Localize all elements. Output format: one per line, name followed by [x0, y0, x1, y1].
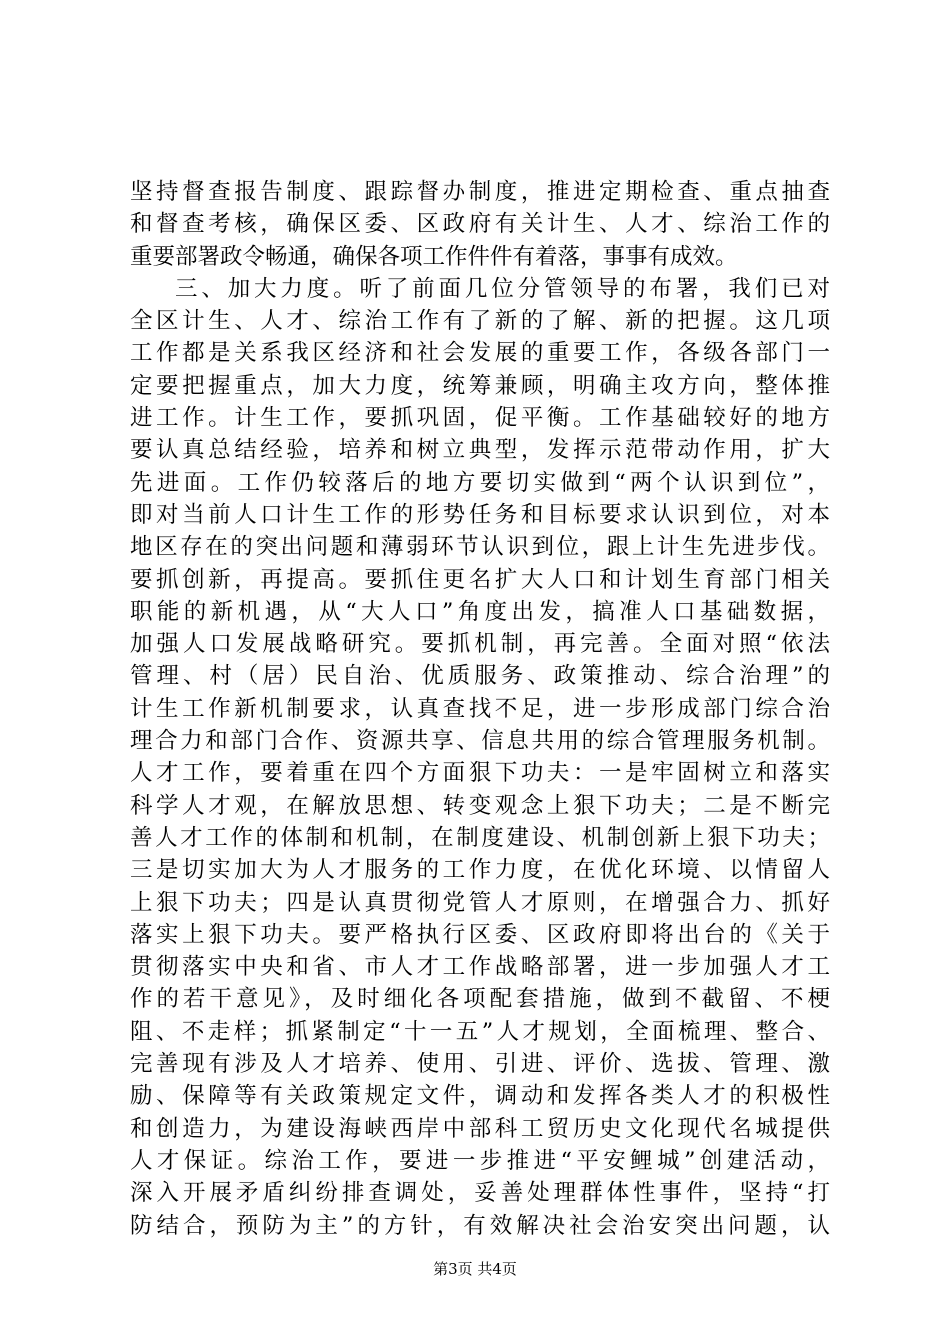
text-line-14: 职能的新机遇，从“大人口”角度出发，搞准人口基础数据， [130, 598, 830, 625]
text-line-20: 科学人才观，在解放思想、转变观念上狠下功夫；二是不断完 [130, 792, 830, 819]
text-line-16: 管理、村（居）民自治、优质服务、政策推动、综合治理”的 [130, 663, 830, 690]
text-line-8: 进工作。计生工作，要抓巩固，促平衡。工作基础较好的地方 [130, 405, 830, 432]
text-line-4: 三、加大力度。听了前面几位分管领导的布署，我们已对 [175, 275, 830, 302]
text-line-25: 贯彻落实中央和省、市人才工作战略部署，进一步加强人才工 [130, 954, 830, 981]
text-line-1: 坚持督查报告制度、跟踪督办制度，推进定期检查、重点抽查 [130, 179, 830, 205]
text-line-6: 工作都是关系我区经济和社会发展的重要工作，各级各部门一 [130, 340, 830, 367]
text-line-11: 即对当前人口计生工作的形势任务和目标要求认识到位，对本 [130, 501, 830, 528]
text-line-19: 人才工作，要着重在四个方面狠下功夫：一是牢固树立和落实 [130, 760, 830, 787]
text-line-12: 地区存在的突出问题和薄弱环节认识到位，跟上计生先进步伐。 [130, 534, 830, 561]
text-line-27: 阻、不走样；抓紧制定“十一五”人才规划，全面梳理、整合、 [130, 1018, 830, 1045]
text-line-15: 加强人口发展战略研究。要抓机制，再完善。全面对照“依法 [130, 631, 830, 658]
text-line-21: 善人才工作的体制和机制，在制度建设、机制创新上狠下功夫； [130, 824, 830, 851]
body-text [130, 176, 830, 1242]
text-line-10: 先进面。工作仍较落后的地方要切实做到“两个认识到位”， [130, 469, 830, 496]
text-line-5: 全区计生、人才、综治工作有了新的了解、新的把握。这几项 [130, 308, 830, 335]
text-line-23: 上狠下功夫；四是认真贯彻党管人才原则，在增强合力、抓好 [130, 889, 830, 916]
text-line-2: 和督查考核，确保区委、区政府有关计生、人才、综治工作的 [130, 211, 830, 238]
text-line-24: 落实上狠下功夫。要严格执行区委、区政府即将出台的《关于 [130, 921, 830, 948]
text-line-26: 作的若干意见》，及时细化各项配套措施，做到不截留、不梗 [130, 986, 830, 1013]
text-line-28: 完善现有涉及人才培养、使用、引进、评价、选拔、管理、激 [130, 1051, 830, 1078]
text-line-31: 人才保证。综治工作，要进一步推进“平安鲤城”创建活动， [130, 1147, 830, 1174]
text-line-17: 计生工作新机制要求，认真查找不足，进一步形成部门综合治 [130, 695, 830, 722]
text-line-18: 理合力和部门合作、资源共享、信息共用的综合管理服务机制。 [130, 728, 830, 755]
text-line-33: 防结合，预防为主”的方针，有效解决社会治安突出问题，认 [130, 1212, 830, 1239]
text-line-3: 重要部署政令畅通，确保各项工作件件有着落，事事有成效。 [130, 243, 738, 270]
text-line-9: 要认真总结经验，培养和树立典型，发挥示范带动作用，扩大 [130, 437, 830, 464]
page-footer: 第3页 共4页 [433, 1260, 517, 1278]
text-line-7: 定要把握重点，加大力度，统筹兼顾，明确主攻方向，整体推 [130, 372, 830, 399]
text-line-32: 深入开展矛盾纠纷排查调处，妥善处理群体性事件，坚持“打 [130, 1180, 830, 1207]
text-line-22: 三是切实加大为人才服务的工作力度，在优化环境、以情留人 [130, 857, 830, 884]
text-line-13: 要抓创新，再提高。要抓住更名扩大人口和计划生育部门相关 [130, 566, 830, 593]
text-line-29: 励、保障等有关政策规定文件，调动和发挥各类人才的积极性 [130, 1083, 830, 1110]
text-line-30: 和创造力，为建设海峡西岸中部科工贸历史文化现代名城提供 [130, 1115, 830, 1142]
